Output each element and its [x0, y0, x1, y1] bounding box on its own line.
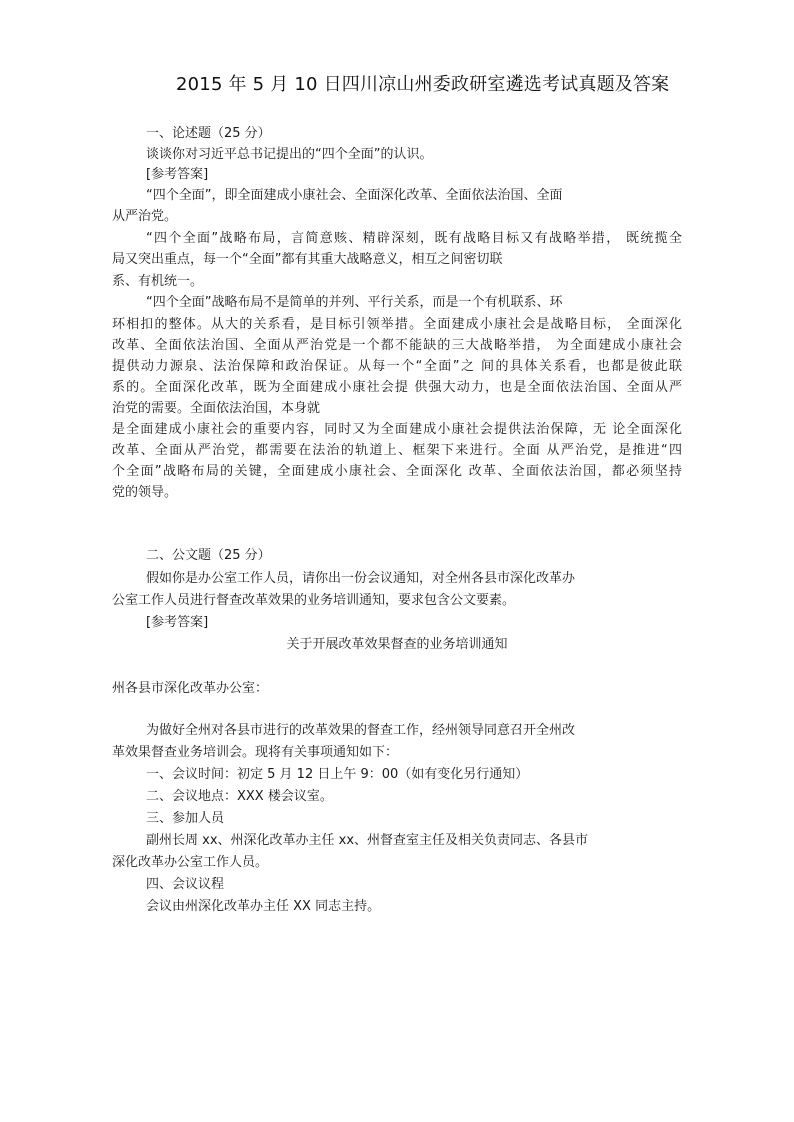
section1-p1-line: “四个全面”，即全面建成小康社会、全面深化改革、全面依法治国、全面: [146, 188, 563, 203]
notice-participants-line: 副州长周 xx、州深化改革办主任 xx、州督查室主任及相关负责同志、各县市: [146, 833, 589, 848]
notice-item-location: 二、会议地点：XXX 楼会议室。: [146, 789, 333, 804]
document-title: 2015 年 5 月 10 日四川凉山州委政研室遴选考试真题及答案: [176, 74, 670, 95]
section1-answer-label: [参考答案]: [146, 167, 209, 182]
section1-p3-line: 系的。全面深化改革，既为全面建成小康社会提 供强大动力，也是全面依法治国、全面从严: [112, 380, 682, 395]
notice-item-participants-heading: 三、参加人员: [146, 811, 225, 826]
section1-heading: 一、论述题（25 分）: [146, 126, 271, 141]
section2-answer-label: [参考答案]: [146, 615, 209, 630]
notice-agenda: 会议由州深化改革办主任 XX 同志主持。: [146, 899, 381, 914]
section1-question: 谈谈你对习近平总书记提出的“四个全面”的认识。: [146, 147, 433, 162]
section1-p3-line: 是全面建成小康社会的重要内容，同时又为全面建成小康社会提供法治保障，无 论全面深化: [112, 422, 682, 437]
section1-p2-line: “四个全面”战略布局，言简意赅、精辟深刻，既有战略目标又有战略举措， 既统揽全: [146, 231, 682, 246]
section1-p2-line: 系、有机统一。: [112, 274, 204, 289]
notice-item-time: 一、会议时间：初定 5 月 12 日上午 9：00（如有变化另行通知）: [146, 767, 529, 782]
notice-title: 关于开展改革效果督查的业务培训通知: [286, 637, 508, 652]
notice-item-agenda-heading: 四、会议议程: [146, 877, 225, 892]
section1-p3-line: 提供动力源泉、法治保障和政治保证。从每一个“全面”之 间的具体关系看，也都是彼此联: [112, 359, 682, 374]
section1-p3-line: 改革、全面依法治国、全面从严治党是一个都不能缺的三大战略举措， 为全面建成小康社会: [112, 338, 682, 353]
section1-p3-line: “四个全面”战略布局不是简单的并列、平行关系，而是一个有机联系、环: [146, 295, 563, 310]
section1-p2-line: 局又突出重点，每一个“全面”都有其重大战略意义，相互之间密切联: [112, 252, 503, 267]
section1-p3-line: 个全面”战略布局的关键，全面建成小康社会、全面深化 改革、全面依法治国，都必须坚持: [112, 464, 682, 479]
section1-p3-line: 治党的需要。全面依法治国，本身就: [112, 401, 321, 416]
section2-heading: 二、公文题（25 分）: [146, 548, 271, 563]
notice-participants-line: 深化改革办公室工作人员。: [112, 855, 269, 870]
section2-question-line: 假如你是办公室工作人员，请你出一份会议通知，对全州各县市深化改革办: [146, 571, 576, 586]
notice-intro-line: 革效果督查业务培训会。现将有关事项通知如下：: [112, 745, 399, 760]
section1-p1-line: 从严治党。: [112, 209, 178, 224]
section2-question-line: 公室工作人员进行督查改革效果的业务培训通知，要求包含公文要素。: [112, 593, 516, 608]
section1-p3-line: 环相扣的整体。从大的关系看，是目标引领举措。全面建成小康社会是战略目标， 全面深化: [112, 317, 682, 332]
notice-intro-line: 为做好全州对各县市进行的改革效果的督查工作，经州领导同意召开全州改: [146, 723, 576, 738]
section1-p3-line: 党的领导。: [112, 485, 178, 500]
notice-addressee: 州各县市深化改革办公室：: [112, 681, 269, 696]
section1-p3-line: 改革、全面从严治党，都需要在法治的轨道上、框架下来进行。全面 从严治党，是推进“四: [112, 443, 682, 458]
